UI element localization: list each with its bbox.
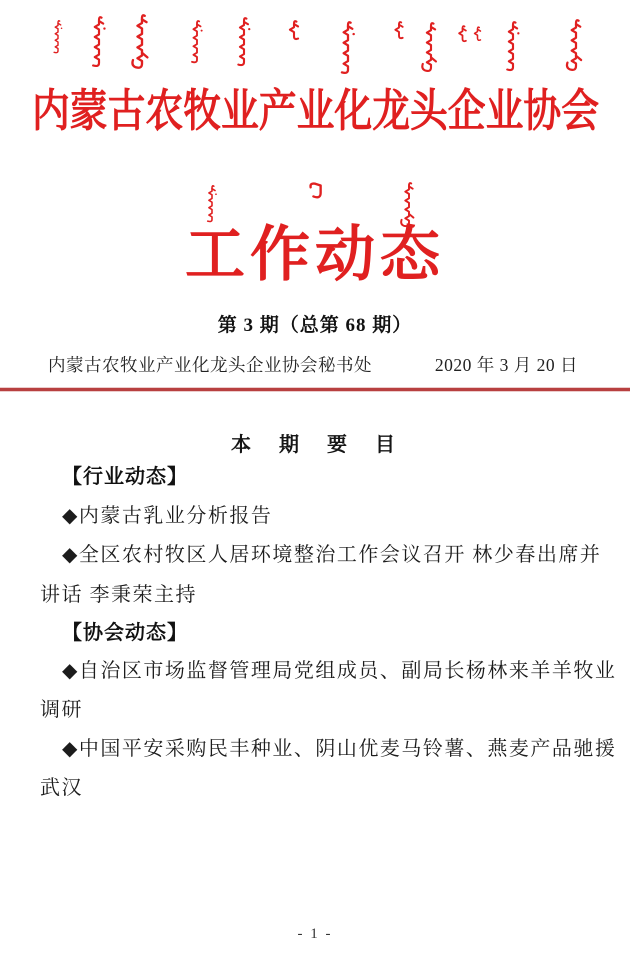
toc-item-continuation: 武汉 <box>40 777 83 799</box>
toc-section-industry: 【行业动态】 <box>62 466 188 488</box>
bulletin-title: 工作动态 <box>185 222 445 288</box>
header-rule <box>0 388 630 391</box>
issue-line: 第 3 期（总第 68 期） <box>217 315 413 336</box>
toc-section-association: 【协会动态】 <box>62 622 188 644</box>
publisher-name: 内蒙古农牧业产业化龙头企业协会秘书处 <box>48 355 372 375</box>
toc-heading: 本 期 要 目 <box>231 434 399 456</box>
toc-item-continuation: 讲话 李秉荣主持 <box>40 584 197 606</box>
toc-item: ◆全区农村牧区人居环境整治工作会议召开 林少春出席并 <box>62 544 602 566</box>
issue-date: 2020 年 3 月 20 日 <box>434 355 578 375</box>
mongolian-script-banner-icon <box>0 0 630 88</box>
page-number: - 1 - <box>297 926 333 942</box>
toc-item: ◆中国平安采购民丰种业、阴山优麦马铃薯、燕麦产品驰援 <box>62 738 617 760</box>
org-title: 内蒙古农牧业产业化龙头企业协会 <box>31 86 599 136</box>
toc-item-continuation: 调研 <box>40 699 83 721</box>
publisher-row <box>48 352 578 377</box>
toc-item: ◆内蒙古乳业分析报告 <box>62 505 273 527</box>
toc-item: ◆自治区市场监督管理局党组成员、副局长杨林来羊羊牧业 <box>62 660 617 682</box>
